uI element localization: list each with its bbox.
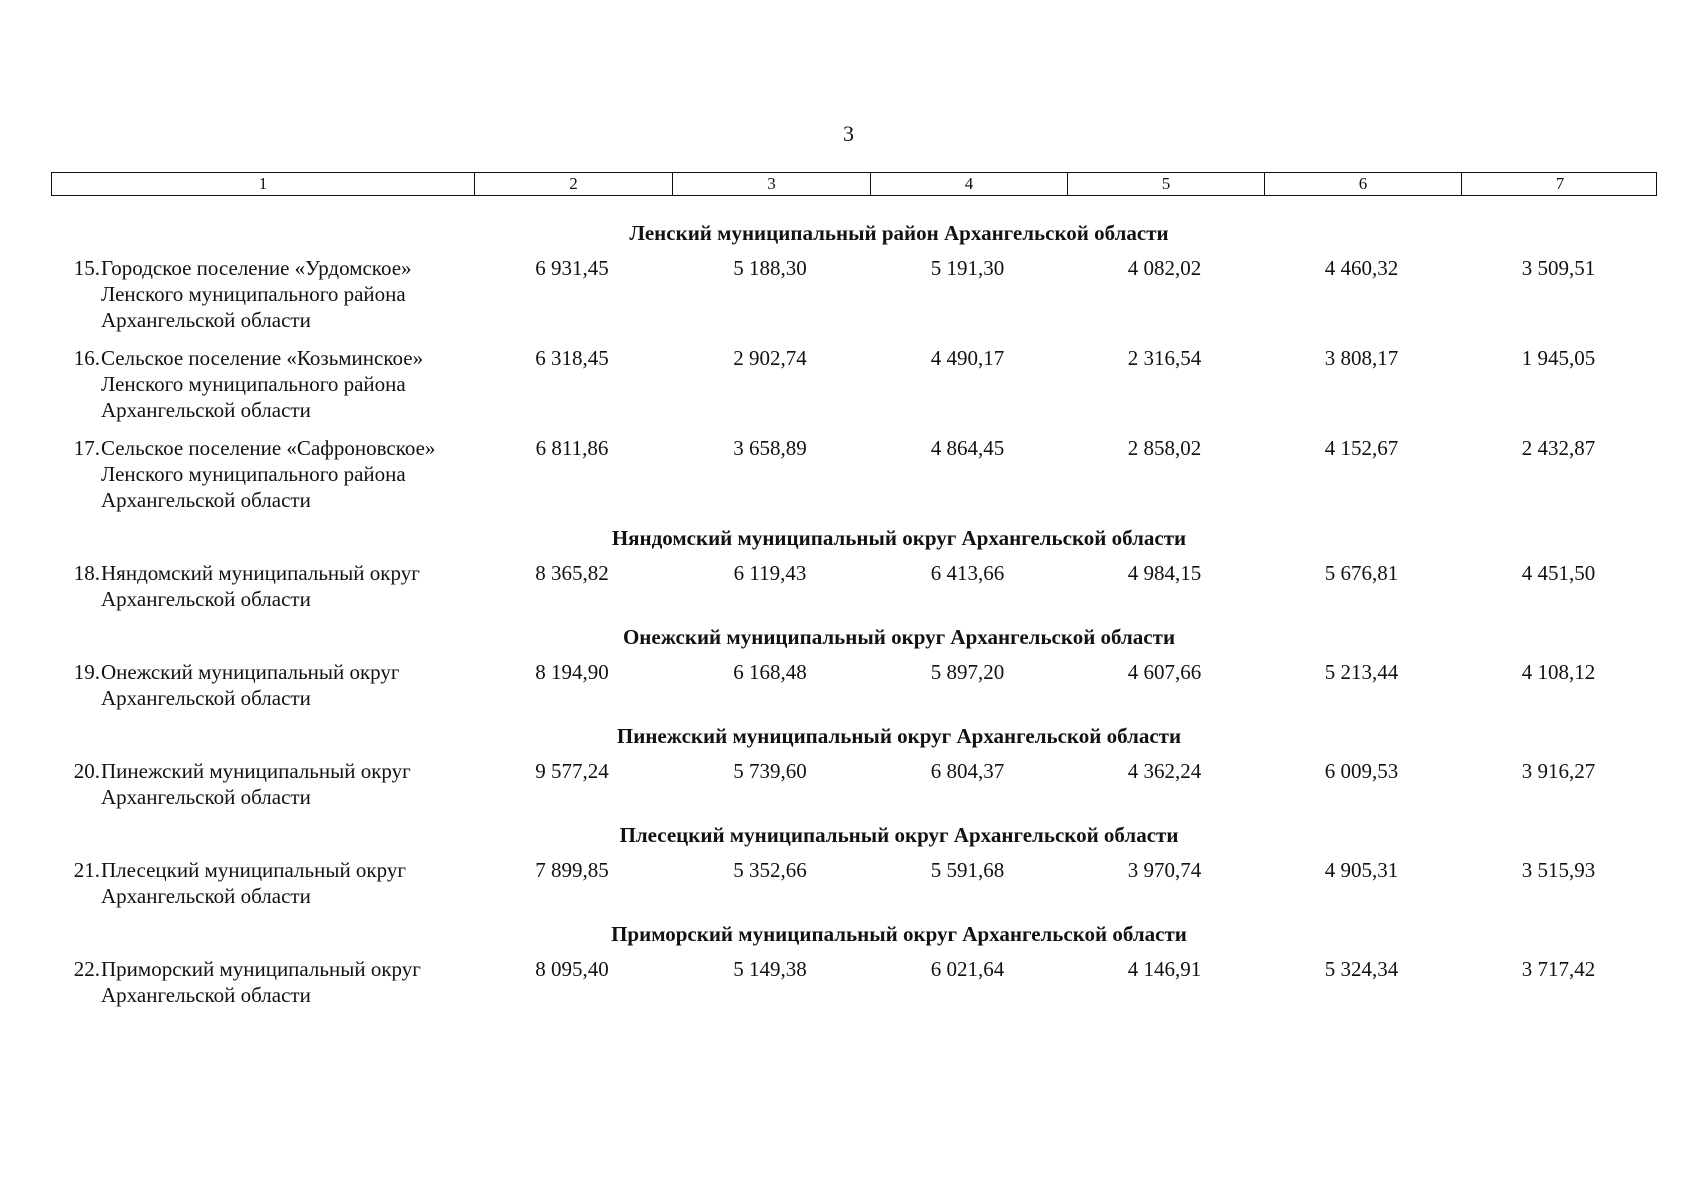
value-cell-col-2: 8 194,90 — [535, 660, 609, 684]
value-cell-col-5: 4 362,24 — [1127, 759, 1202, 783]
value-cell-col-4: 5 897,20 — [930, 660, 1005, 684]
value-cell-col-5: 2 858,02 — [1127, 436, 1202, 460]
value-cell-col-3: 3 658,89 — [733, 436, 807, 460]
value-cell-col-6: 4 152,67 — [1324, 436, 1399, 460]
table-body — [51, 210, 1657, 1020]
row-number: 22. — [73, 957, 100, 981]
column-header-5: 5 — [1067, 173, 1264, 195]
table-row — [51, 758, 1657, 810]
value-cell-col-7: 2 432,87 — [1521, 436, 1596, 460]
table-row — [51, 659, 1657, 711]
municipality-name: Пинежский муниципальный округ Архангельской области — [101, 759, 411, 809]
municipality-name: Онежский муниципальный округ Архангельской области — [101, 660, 400, 710]
value-cell-col-5: 4 082,02 — [1127, 256, 1202, 280]
column-header-row — [51, 172, 1657, 196]
value-cell-col-4: 5 191,30 — [930, 256, 1005, 280]
municipality-name: Няндомский муниципальный округ Архангельской области — [101, 561, 420, 611]
row-number: 16. — [73, 346, 100, 370]
section-title: Няндомский муниципальный округ Архангельской области — [611, 526, 1187, 550]
municipality-cell — [51, 857, 473, 909]
row-number: 15. — [73, 256, 100, 280]
value-cell-col-7: 3 509,51 — [1521, 256, 1596, 280]
value-cell-col-7: 3 717,42 — [1521, 957, 1596, 981]
value-cell-col-7: 4 451,50 — [1521, 561, 1596, 585]
municipality-cell — [51, 560, 473, 612]
section-title: Онежский муниципальный округ Архангельской области — [622, 625, 1176, 649]
value-cell-col-2: 9 577,24 — [535, 759, 609, 783]
value-cell-col-6: 5 213,44 — [1324, 660, 1399, 684]
municipality-cell — [51, 956, 473, 1008]
value-cell-col-3: 5 352,66 — [733, 858, 807, 882]
value-cell-col-5: 3 970,74 — [1127, 858, 1202, 882]
municipality-cell — [51, 758, 473, 810]
table-row — [51, 255, 1657, 333]
column-header-3: 3 — [672, 173, 870, 195]
value-cell-col-4: 6 021,64 — [930, 957, 1005, 981]
value-cell-col-3: 5 739,60 — [733, 759, 807, 783]
row-number: 17. — [73, 436, 100, 460]
section-title: Плесецкий муниципальный округ Архангельской области — [619, 823, 1179, 847]
municipality-name: Сельское поселение «Козьминское» Ленского муниципального района Архангельской области — [101, 346, 424, 422]
municipality-name: Сельское поселение «Сафроновское» Ленского муниципального района Архангельской области — [101, 436, 436, 512]
page-number: 3 — [843, 121, 854, 146]
value-cell-col-3: 6 119,43 — [733, 561, 807, 585]
value-cell-col-7: 3 916,27 — [1521, 759, 1596, 783]
municipality-name: Приморский муниципальный округ Архангельской области — [101, 957, 421, 1007]
value-cell-col-6: 3 808,17 — [1324, 346, 1399, 370]
value-cell-col-6: 5 676,81 — [1324, 561, 1399, 585]
section-title: Приморский муниципальный округ Архангельской области — [611, 922, 1187, 946]
table-row — [51, 435, 1657, 513]
section-title: Ленский муниципальный район Архангельской области — [629, 221, 1169, 245]
value-cell-col-5: 4 146,91 — [1127, 957, 1202, 981]
value-cell-col-3: 2 902,74 — [733, 346, 807, 370]
value-cell-col-2: 6 931,45 — [535, 256, 609, 280]
table-row — [51, 345, 1657, 423]
section-title: Пинежский муниципальный округ Архангельской области — [616, 724, 1182, 748]
column-header-1: 1 — [258, 174, 268, 193]
table-row — [51, 956, 1657, 1008]
municipality-cell — [51, 435, 473, 513]
value-cell-col-6: 6 009,53 — [1324, 759, 1399, 783]
value-cell-col-2: 8 095,40 — [535, 957, 609, 981]
value-cell-col-5: 4 984,15 — [1127, 561, 1202, 585]
row-number: 21. — [73, 858, 100, 882]
municipality-cell — [51, 659, 473, 711]
value-cell-col-2: 7 899,85 — [535, 858, 609, 882]
value-cell-col-4: 6 804,37 — [930, 759, 1005, 783]
table-row — [51, 857, 1657, 909]
value-cell-col-6: 4 905,31 — [1324, 858, 1399, 882]
value-cell-col-4: 5 591,68 — [930, 858, 1005, 882]
value-cell-col-7: 3 515,93 — [1521, 858, 1596, 882]
value-cell-col-3: 5 149,38 — [733, 957, 807, 981]
value-cell-col-5: 4 607,66 — [1127, 660, 1202, 684]
value-cell-col-7: 1 945,05 — [1521, 346, 1596, 370]
row-number: 18. — [73, 561, 100, 585]
municipality-cell — [51, 255, 473, 333]
value-cell-col-6: 4 460,32 — [1324, 256, 1399, 280]
value-cell-col-4: 4 490,17 — [930, 346, 1005, 370]
value-cell-col-2: 6 811,86 — [535, 436, 609, 460]
value-cell-col-3: 6 168,48 — [733, 660, 807, 684]
row-number: 19. — [73, 660, 100, 684]
column-header-2: 2 — [474, 173, 672, 195]
value-cell-col-5: 2 316,54 — [1127, 346, 1202, 370]
value-cell-col-7: 4 108,12 — [1521, 660, 1596, 684]
municipality-name: Плесецкий муниципальный округ Архангельской области — [101, 858, 406, 908]
value-cell-col-3: 5 188,30 — [733, 256, 807, 280]
column-header-4: 4 — [870, 173, 1067, 195]
table-row — [51, 560, 1657, 612]
value-cell-col-4: 6 413,66 — [930, 561, 1005, 585]
row-number: 20. — [73, 759, 100, 783]
value-cell-col-4: 4 864,45 — [930, 436, 1005, 460]
column-header-7: 7 — [1461, 173, 1658, 195]
value-cell-col-2: 6 318,45 — [535, 346, 609, 370]
municipality-name: Городское поселение «Урдомское» Ленского муниципального района Архангельской области — [101, 256, 412, 332]
value-cell-col-2: 8 365,82 — [535, 561, 609, 585]
value-cell-col-6: 5 324,34 — [1324, 957, 1399, 981]
column-header-6: 6 — [1264, 173, 1461, 195]
municipality-cell — [51, 345, 473, 423]
